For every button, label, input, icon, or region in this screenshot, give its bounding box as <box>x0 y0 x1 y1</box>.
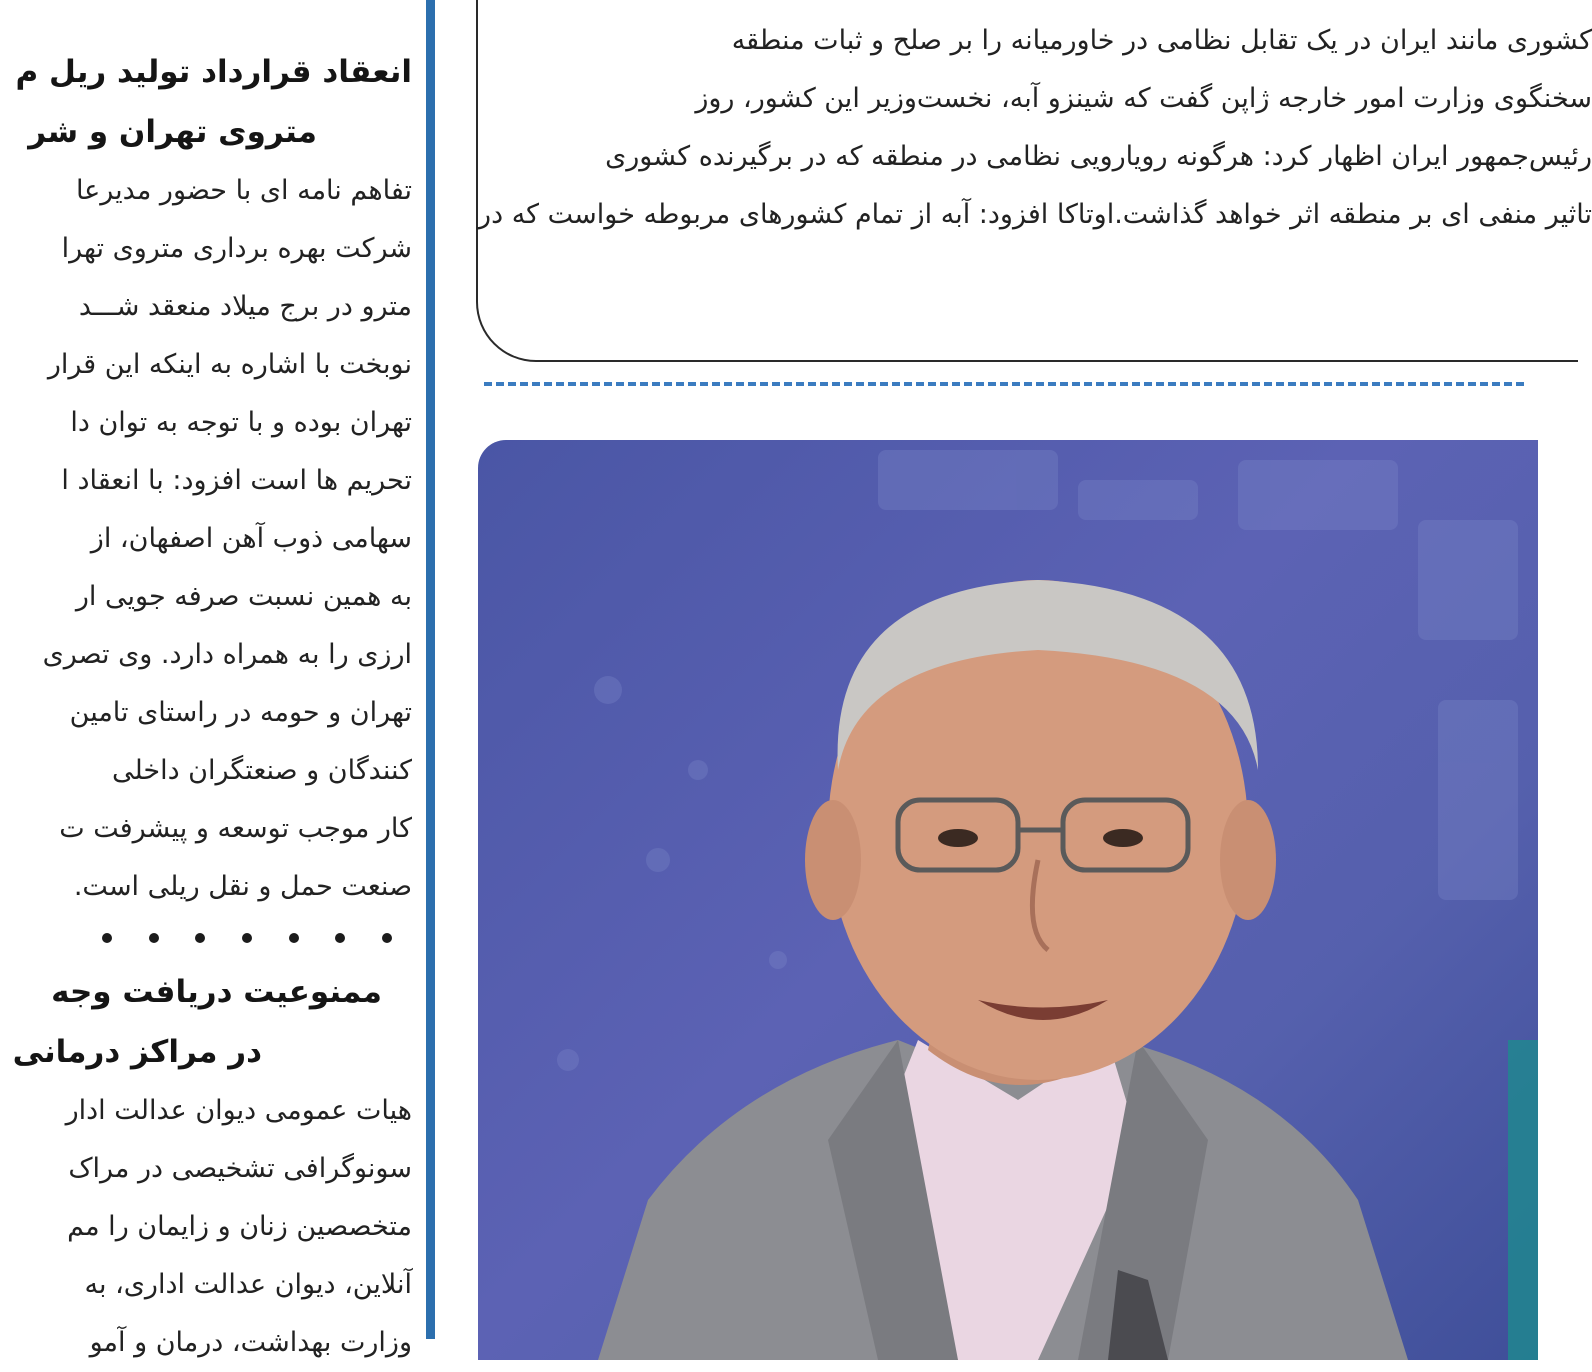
article-line: به همین نسبت صرفه جویی ار <box>75 581 412 612</box>
article-line: رئیس‌جمهور ایران اظهار کرد: هرگونه رویارویی نظامی در منطقه که در برگیرنده کشوری <box>605 141 1592 172</box>
article-line: آنلاین، دیوان عدالت اداری، به <box>84 1269 412 1300</box>
article-line: کشوری مانند ایران در یک تقابل نظامی در خاورمیانه را بر صلح و ثبات منطقه <box>731 25 1592 56</box>
article-line: تهران بوده و با توجه به توان دا <box>70 407 412 438</box>
dashed-separator <box>484 382 1524 386</box>
article-medical-fees <box>13 962 412 1372</box>
article-line: شرکت بهره برداری متروی تهرا <box>61 233 412 264</box>
article-line: تحریم ها است افزود: با انعقاد ا <box>61 465 412 496</box>
article-line: کار موجب توسعه و پیشرفت ت <box>59 813 412 844</box>
article-title: در مراکز درمانی <box>12 1034 262 1070</box>
article-title: متروی تهران و شر <box>28 114 317 150</box>
article-title: انعقاد قرارداد تولید ریل م <box>15 54 412 90</box>
article-separator-dots <box>102 926 392 950</box>
portrait-illustration <box>478 440 1538 1360</box>
article-line: سونوگرافی تشخیصی در مراک <box>68 1153 412 1184</box>
article-line: هیات عمومی دیوان عدالت ادار <box>65 1095 412 1126</box>
separator-dot <box>102 933 112 943</box>
article-line: متخصصین زنان و زایمان را مم <box>67 1211 412 1242</box>
separator-dot <box>242 933 252 943</box>
separator-dot <box>195 933 205 943</box>
article-photo <box>478 440 1538 1360</box>
separator-dot <box>149 933 159 943</box>
boxed-article <box>476 0 1592 362</box>
article-line: سهامی ذوب آهن اصفهان، از <box>90 523 412 554</box>
article-line: نوبخت با اشاره به اینکه این قرار <box>47 349 412 380</box>
column-divider <box>426 0 435 1339</box>
article-line: کنندگان و صنعتگران داخلی <box>111 755 412 786</box>
article-line: صنعت حمل و نقل ریلی است. <box>73 871 412 902</box>
boxed-article-body <box>478 12 1592 244</box>
article-line: ارزی را به همراه دارد. وی تصری <box>42 639 412 670</box>
left-column <box>0 0 412 1358</box>
article-line: سخنگوی وزارت امور خارجه ژاپن گفت که شینزو آبه، نخست‌وزیر این کشور، روز <box>695 83 1592 114</box>
article-line: تفاهم نامه ای با حضور مدیرعا <box>75 175 412 206</box>
separator-dot <box>335 933 345 943</box>
article-line: مترو در برج میلاد منعقد شـــد <box>78 291 412 322</box>
article-metro-rail <box>16 42 412 916</box>
article-line: تهران و حومه در راستای تامین <box>69 697 412 728</box>
article-title: ممنوعیت دریافت وجه <box>51 974 382 1010</box>
separator-dot <box>382 933 392 943</box>
article-line: وزارت بهداشت، درمان و آمو <box>89 1327 412 1358</box>
separator-dot <box>289 933 299 943</box>
article-line: تاثیر منفی ای بر منطقه اثر خواهد گذاشت.اوتاکا افزود: آبه از تمام کشورهای مربوطه خواست که در <box>478 199 1592 230</box>
